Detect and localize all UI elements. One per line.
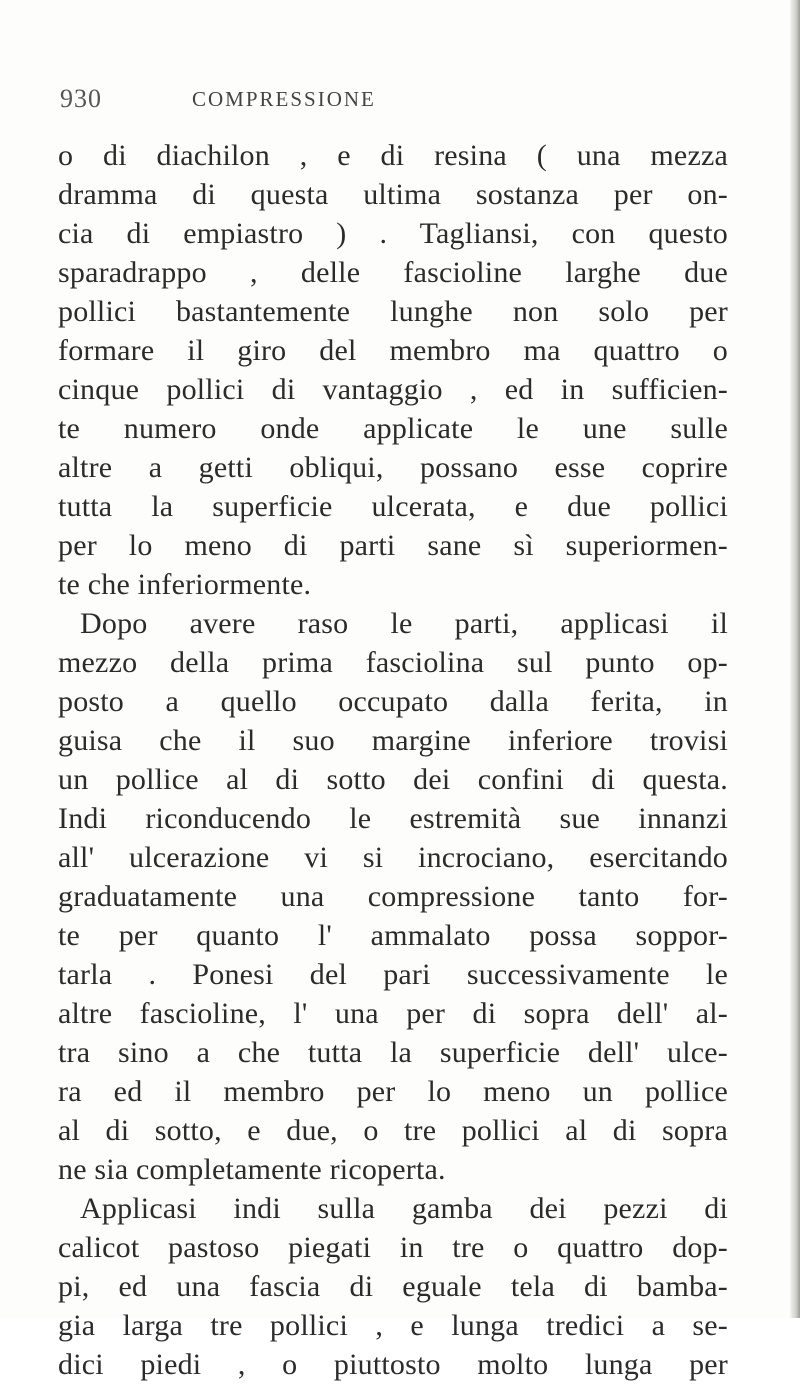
text-line: tra sino a che tutta la superficie dell' ulce- [58, 1036, 728, 1069]
text-line: pi, ed una fascia di eguale tela di bamba- [58, 1270, 728, 1303]
text-line: al di sotto, e due, o tre pollici al di sopra [58, 1114, 728, 1147]
text-line: all' ulcerazione vi si incrociano, esercitando [58, 841, 728, 874]
running-head: COMPRESSIONE [192, 87, 376, 111]
page-number: 930 [60, 84, 102, 113]
text-line: tutta la superficie ulcerata, e due pollici [58, 490, 728, 523]
text-line: altre fascioline, l' una per di sopra dell' al- [58, 997, 728, 1030]
text-line: cinque pollici di vantaggio , ed in sufficien- [58, 373, 728, 406]
page-header [60, 84, 700, 124]
text-line: guisa che il suo margine inferiore trovisi [58, 724, 728, 757]
text-line: ra ed il membro per lo meno un pollice [58, 1075, 728, 1108]
text-line: graduatamente una compressione tanto for- [58, 880, 728, 913]
text-line: calicot pastoso piegati in tre o quattro dop- [58, 1231, 728, 1264]
text-line: o di diachilon , e di resina ( una mezza [58, 139, 728, 172]
text-line: te numero onde applicate le une sulle [58, 412, 728, 445]
text-line: pollici bastantemente lunghe non solo per [58, 295, 728, 328]
text-line: formare il giro del membro ma quattro o [58, 334, 728, 367]
text-line: gia larga tre pollici , e lunga tredici a se- [58, 1309, 728, 1342]
text-line: ne sia completamente ricoperta. [58, 1153, 446, 1186]
text-line: per lo meno di parti sane sì superiormen- [58, 529, 728, 562]
body-text [58, 136, 728, 1384]
text-line: altre a getti obliqui, possano esse coprire [58, 451, 728, 484]
text-line: Applicasi indi sulla gamba dei pezzi di [80, 1192, 728, 1225]
text-line: tarla . Ponesi del pari successivamente le [58, 958, 728, 991]
page-edge [790, 0, 800, 1318]
text-line: te che inferiormente. [58, 568, 312, 601]
text-line: te per quanto l' ammalato possa soppor- [58, 919, 728, 952]
text-line: mezzo della prima fasciolina sul punto op- [58, 646, 728, 679]
text-line: dramma di questa ultima sostanza per on- [58, 178, 728, 211]
text-line: Dopo avere raso le parti, applicasi il [80, 607, 728, 640]
text-line: cia di empiastro ) . Tagliansi, con questo [58, 217, 728, 250]
text-line: Indi riconducendo le estremità sue innanzi [58, 802, 728, 835]
text-line: posto a quello occupato dalla ferita, in [58, 685, 728, 718]
text-line: dici piedi , o piuttosto molto lunga per [58, 1348, 728, 1381]
text-line: un pollice al di sotto dei confini di questa. [58, 763, 728, 796]
text-line: sparadrappo , delle fascioline larghe due [58, 256, 728, 289]
